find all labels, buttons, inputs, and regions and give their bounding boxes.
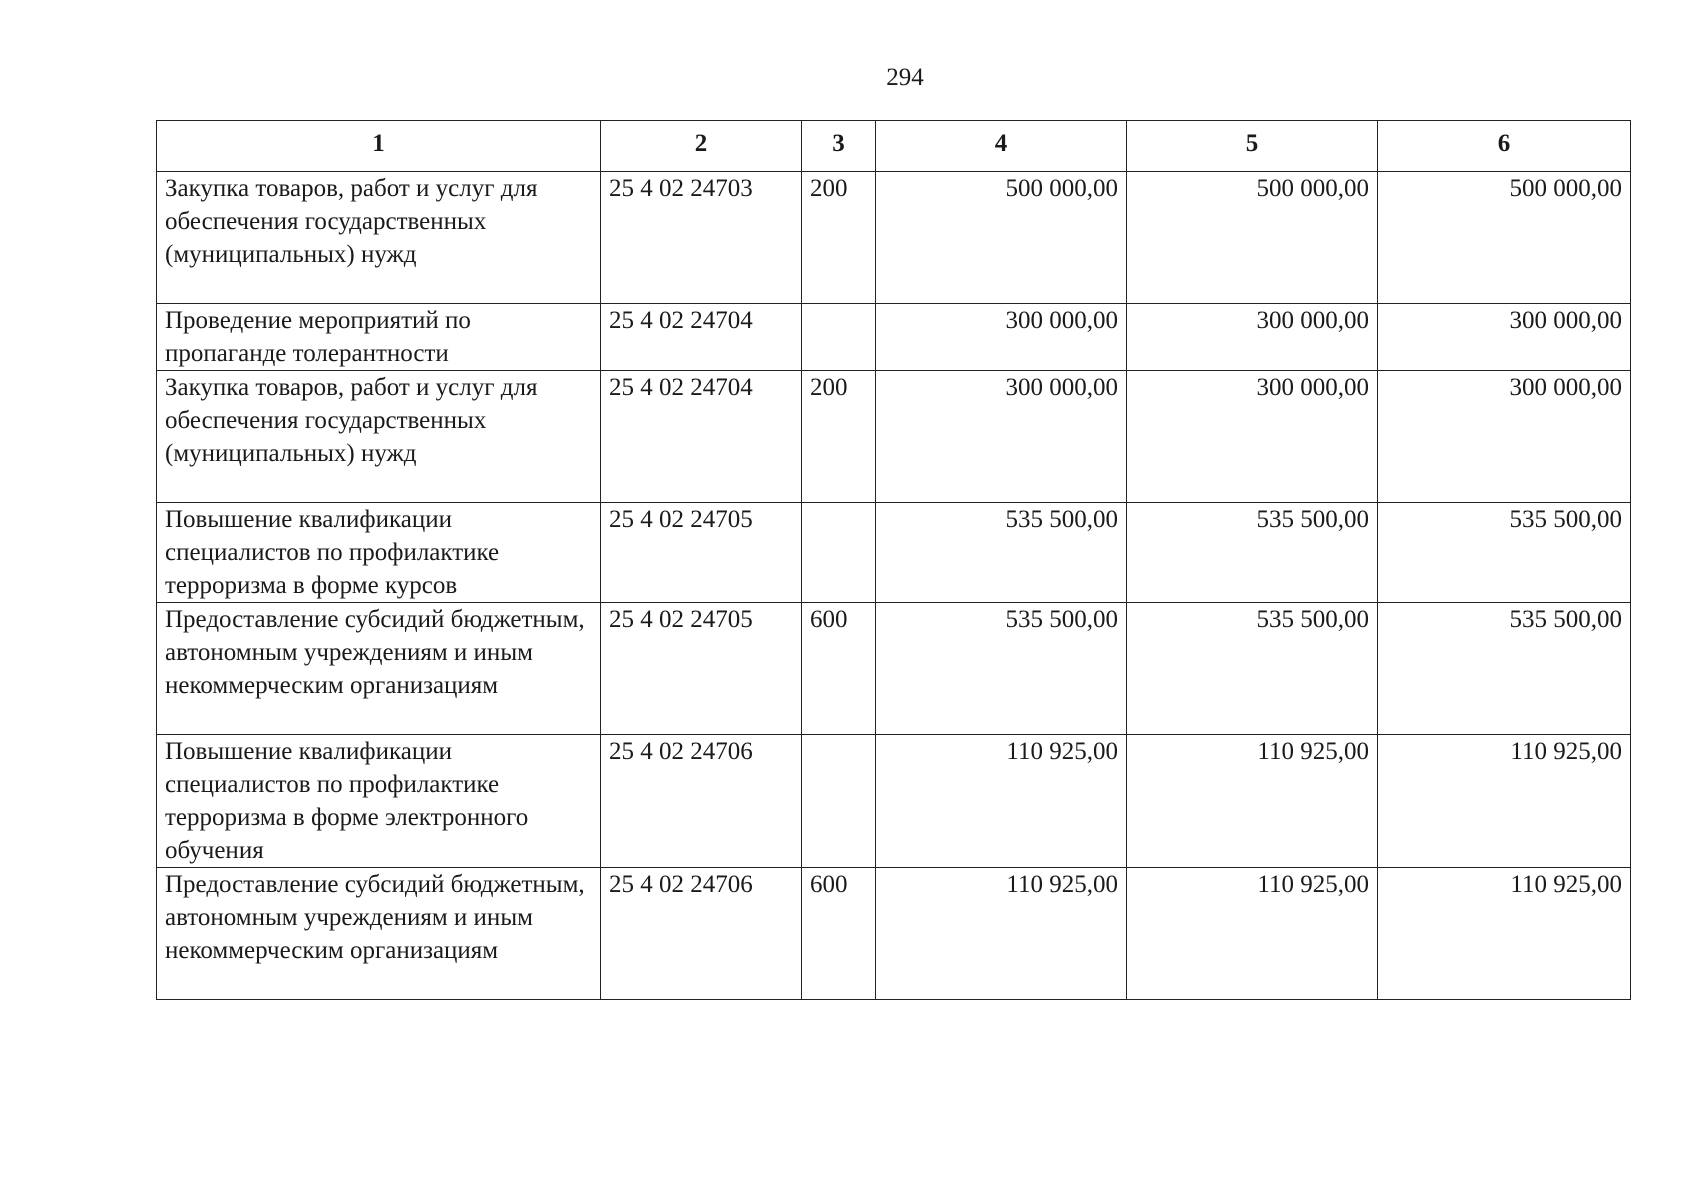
row-kvr (802, 304, 876, 371)
row-value-6: 300 000,00 (1378, 304, 1631, 371)
row-value-6: 535 500,00 (1378, 503, 1631, 603)
table-row (157, 603, 1631, 735)
column-header-1: 1 (157, 121, 601, 172)
row-value-6: 110 925,00 (1378, 868, 1631, 1000)
row-name: Проведение мероприятий по пропаганде толерантности (157, 304, 601, 371)
table-row (157, 735, 1631, 868)
row-value-6: 535 500,00 (1378, 603, 1631, 735)
row-name: Закупка товаров, работ и услуг для обеспечения государственных (муниципальных) нужд (157, 371, 601, 503)
row-value-4: 300 000,00 (876, 304, 1127, 371)
column-header-2: 2 (601, 121, 802, 172)
table-row (157, 172, 1631, 304)
row-value-6: 110 925,00 (1378, 735, 1631, 868)
row-code: 25 4 02 24706 (601, 868, 802, 1000)
row-code: 25 4 02 24705 (601, 503, 802, 603)
row-value-6: 500 000,00 (1378, 172, 1631, 304)
row-value-4: 535 500,00 (876, 503, 1127, 603)
table-row (157, 304, 1631, 371)
row-name: Закупка товаров, работ и услуг для обеспечения государственных (муниципальных) нужд (157, 172, 601, 304)
row-kvr: 600 (802, 603, 876, 735)
column-header-5: 5 (1127, 121, 1378, 172)
column-header-3: 3 (802, 121, 876, 172)
row-code: 25 4 02 24705 (601, 603, 802, 735)
row-code: 25 4 02 24706 (601, 735, 802, 868)
row-value-5: 300 000,00 (1127, 304, 1378, 371)
table-row (157, 868, 1631, 1000)
table-row (157, 503, 1631, 603)
page-number: 294 (886, 64, 924, 91)
header-row (157, 121, 1631, 172)
budget-table (156, 120, 1631, 1000)
row-name: Повышение квалификации специалистов по профилактике терроризма в форме курсов (157, 503, 601, 603)
row-value-4: 300 000,00 (876, 371, 1127, 503)
row-value-5: 535 500,00 (1127, 503, 1378, 603)
column-header-4: 4 (876, 121, 1127, 172)
row-kvr: 200 (802, 371, 876, 503)
row-value-4: 535 500,00 (876, 603, 1127, 735)
row-name: Повышение квалификации специалистов по профилактике терроризма в форме электронного обучения (157, 735, 601, 868)
row-value-5: 110 925,00 (1127, 735, 1378, 868)
row-value-5: 300 000,00 (1127, 371, 1378, 503)
row-value-5: 535 500,00 (1127, 603, 1378, 735)
row-code: 25 4 02 24704 (601, 304, 802, 371)
row-kvr (802, 735, 876, 868)
row-kvr (802, 503, 876, 603)
row-value-5: 500 000,00 (1127, 172, 1378, 304)
row-kvr: 200 (802, 172, 876, 304)
row-code: 25 4 02 24704 (601, 371, 802, 503)
row-value-4: 500 000,00 (876, 172, 1127, 304)
row-name: Предоставление субсидий бюджетным, автономным учреждениям и иным некоммерческим организациям (157, 868, 601, 1000)
table-row (157, 371, 1631, 503)
row-name: Предоставление субсидий бюджетным, автономным учреждениям и иным некоммерческим организациям (157, 603, 601, 735)
row-value-4: 110 925,00 (876, 735, 1127, 868)
row-value-6: 300 000,00 (1378, 371, 1631, 503)
column-header-6: 6 (1378, 121, 1631, 172)
row-code: 25 4 02 24703 (601, 172, 802, 304)
row-value-4: 110 925,00 (876, 868, 1127, 1000)
row-value-5: 110 925,00 (1127, 868, 1378, 1000)
row-kvr: 600 (802, 868, 876, 1000)
